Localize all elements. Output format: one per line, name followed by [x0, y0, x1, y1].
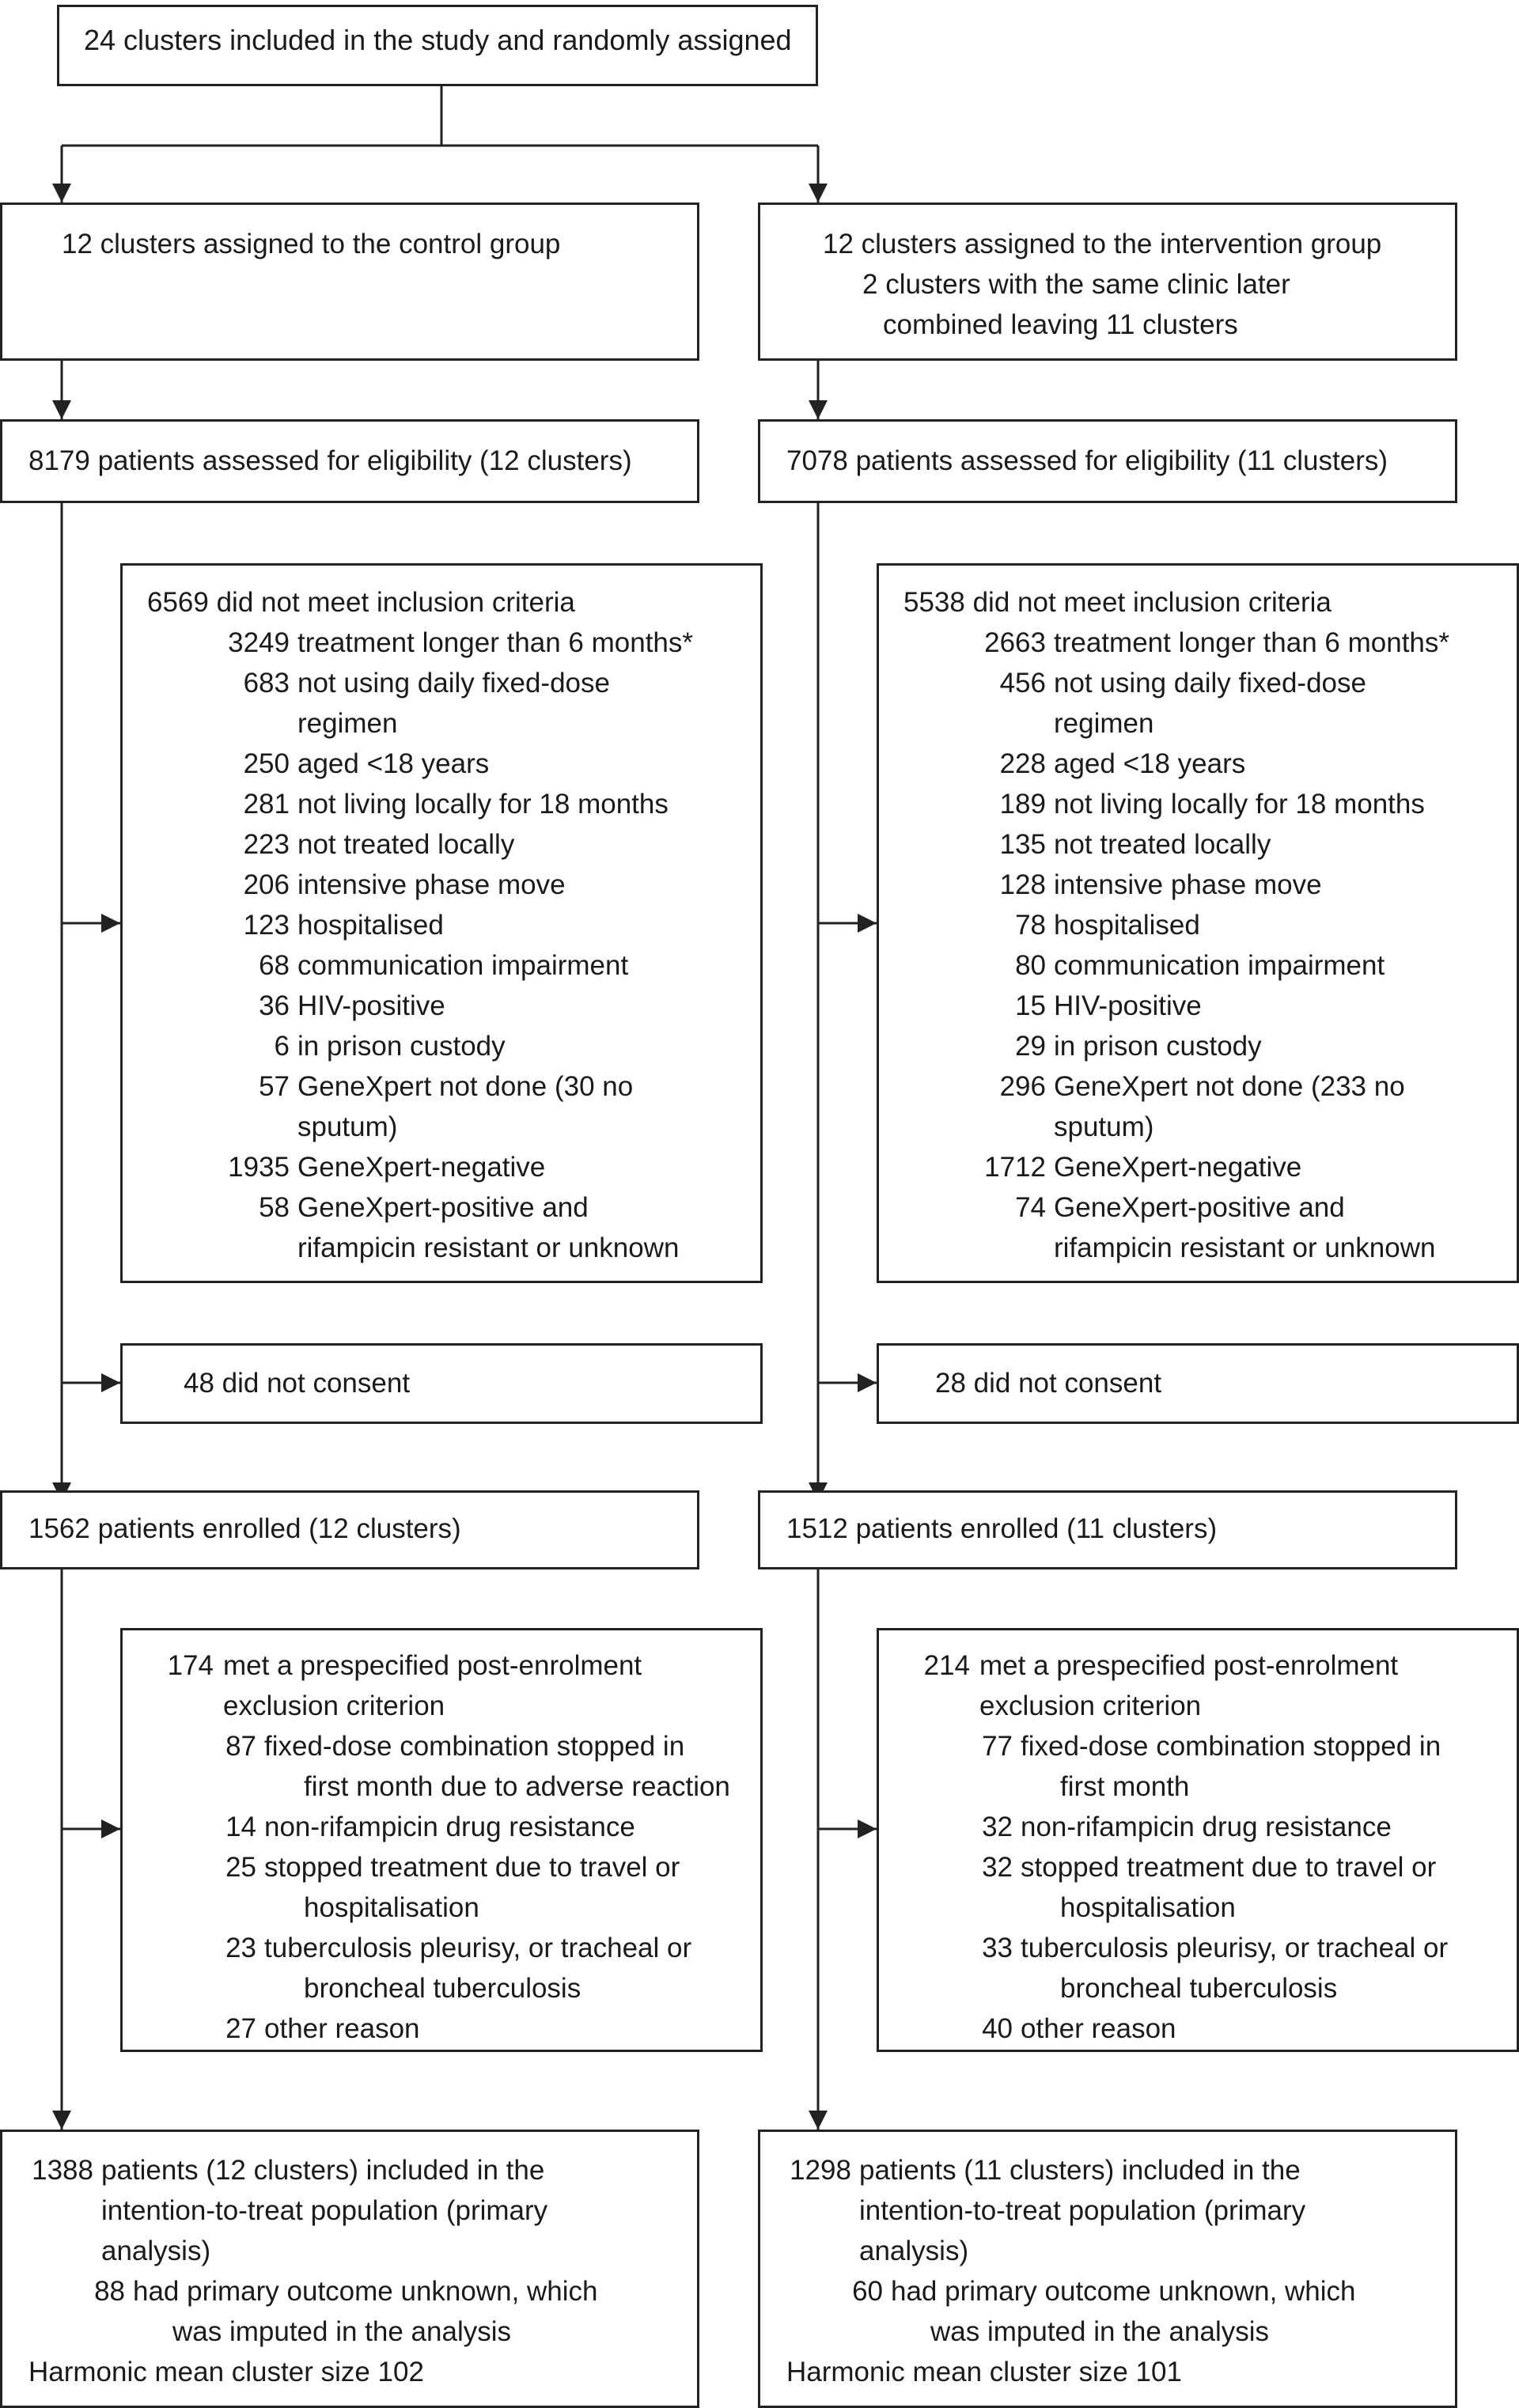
intervention-excluded-item-text: HIV-positive [1054, 990, 1202, 1021]
control-post-item-n: 25 [225, 1852, 256, 1883]
control-excluded-item-text: GeneXpert-negative [297, 1152, 546, 1183]
control-post-item-n: 23 [225, 1933, 256, 1963]
intervention-final-unknown-text: was imputed in the analysis [930, 2316, 1269, 2347]
control-excluded-item-n: 6 [274, 1031, 290, 1062]
control-excluded-item-n: 250 [243, 748, 290, 779]
intervention-post-item-text: hospitalisation [1060, 1892, 1236, 1923]
control-excluded-item-text: aged <18 years [297, 748, 490, 779]
intervention-final-header-text: patients (11 clusters) included in the [859, 2155, 1301, 2186]
control-excluded-item-n: 206 [243, 869, 290, 900]
control-excluded-item-n: 123 [243, 910, 290, 941]
control-post-item-text: fixed-dose combination stopped in [264, 1731, 685, 1762]
intervention-excluded-item-n: 15 [1015, 990, 1046, 1021]
control-excluded-item-n: 57 [259, 1071, 290, 1102]
intervention-post-header-n: 214 [923, 1650, 970, 1681]
control-excluded-item-n: 36 [259, 990, 290, 1021]
control-final-header-text: patients (12 clusters) included in the [101, 2155, 545, 2186]
control-final-header-n: 1388 [32, 2155, 93, 2186]
intervention-excluded-item-text: GeneXpert not done (233 no [1054, 1071, 1405, 1102]
control-excluded-header-text: did not meet inclusion criteria [216, 587, 575, 618]
control-post-item-n: 87 [225, 1731, 256, 1762]
intervention-excluded-item-n: 189 [999, 789, 1046, 820]
control-post-item-text: other reason [264, 2013, 420, 2044]
control-excluded-item-text: rifampicin resistant or unknown [297, 1232, 680, 1263]
intervention-excluded-item-n: 296 [999, 1071, 1046, 1102]
intervention-excluded-item-text: not living locally for 18 months [1054, 789, 1425, 820]
control-assigned-text: 12 clusters assigned to the control group [62, 229, 561, 259]
control-excluded-item-text: HIV-positive [297, 990, 445, 1021]
control-harmonic-text: Harmonic mean cluster size 102 [28, 2357, 424, 2387]
control-excluded-item-text: regimen [297, 708, 398, 739]
intervention-final-unknown-n: 60 [852, 2276, 883, 2307]
intervention-excluded-item-n: 29 [1015, 1031, 1046, 1062]
control-post-item-text: broncheal tuberculosis [304, 1973, 581, 2004]
control-post-header-text: exclusion criterion [223, 1691, 445, 1721]
control-final-header-text: intention-to-treat population (primary [101, 2195, 548, 2226]
control-excluded-item-text: not living locally for 18 months [297, 789, 669, 820]
control-assessed-text: 8179 patients assessed for eligibility (12 clusters) [28, 445, 632, 476]
control-post-header-text: met a prespecified post-enrolment [223, 1650, 642, 1681]
randomised-text: 24 clusters included in the study and randomly assigned [84, 24, 792, 56]
control-excluded-item-text: sputum) [297, 1111, 398, 1142]
control-final-unknown-text: had primary outcome unknown, which [133, 2276, 598, 2307]
intervention-excluded-header-text: did not meet inclusion criteria [972, 587, 1331, 618]
intervention-excluded-item-text: sputum) [1054, 1111, 1154, 1142]
control-excluded-item-text: not treated locally [297, 829, 515, 860]
control-excluded-header-n: 6569 [147, 587, 217, 618]
control-excluded-item-text: communication impairment [297, 950, 629, 981]
intervention-no-consent-text: 28 did not consent [935, 1368, 1162, 1399]
control-post-item-text: non-rifampicin drug resistance [264, 1812, 635, 1842]
control-excluded-list [147, 582, 575, 623]
intervention-harmonic-text: Harmonic mean cluster size 101 [786, 2357, 1182, 2387]
intervention-post-item-text: stopped treatment due to travel or [1021, 1852, 1437, 1883]
intervention-excluded-item-n: 2663 [984, 627, 1046, 658]
control-excluded-item-n: 1935 [228, 1152, 290, 1183]
intervention-final-unknown-text: had primary outcome unknown, which [891, 2276, 1356, 2307]
control-post-header-n: 174 [167, 1650, 214, 1681]
intervention-assessed-text: 7078 patients assessed for eligibility (11 clusters) [786, 445, 1388, 476]
intervention-excluded-item-n: 1712 [984, 1152, 1046, 1183]
intervention-excluded-item-n: 128 [999, 869, 1046, 900]
intervention-excluded-item-n: 78 [1015, 910, 1046, 941]
control-excluded-item-n: 223 [243, 829, 290, 860]
control-final-unknown-text: was imputed in the analysis [172, 2316, 511, 2347]
intervention-excluded-item-n: 228 [999, 748, 1046, 779]
control-excluded-item-text: hospitalised [297, 910, 444, 941]
intervention-post-header-text: exclusion criterion [979, 1691, 1202, 1721]
intervention-excluded-item-text: not using daily fixed-dose [1054, 668, 1366, 699]
intervention-excluded-item-text: hospitalised [1054, 910, 1200, 941]
intervention-post-item-n: 32 [982, 1852, 1013, 1883]
intervention-post-item-n: 77 [982, 1731, 1013, 1762]
intervention-excluded-item-text: regimen [1054, 708, 1154, 739]
intervention-post-item-n: 40 [982, 2013, 1013, 2044]
intervention-excluded-item-n: 135 [999, 829, 1046, 860]
control-final-header-text: analysis) [101, 2236, 211, 2266]
intervention-post-header-text: met a prespecified post-enrolment [979, 1650, 1399, 1681]
control-final-unknown-n: 88 [94, 2276, 125, 2307]
control-excluded-item-text: treatment longer than 6 months* [297, 627, 694, 658]
control-post-item-n: 27 [225, 2013, 256, 2044]
control-enrolled-text: 1562 patients enrolled (12 clusters) [28, 1513, 461, 1544]
control-no-consent-text: 48 did not consent [184, 1368, 411, 1399]
intervention-post-item-text: tuberculosis pleurisy, or tracheal or [1021, 1933, 1449, 1963]
intervention-excluded-item-text: treatment longer than 6 months* [1054, 627, 1450, 658]
intervention-combined-line-1: 2 clusters with the same clinic later [862, 269, 1290, 300]
control-excluded-item-n: 68 [259, 950, 290, 981]
intervention-post-item-text: non-rifampicin drug resistance [1021, 1812, 1392, 1842]
control-post-item-n: 14 [225, 1812, 256, 1842]
intervention-post-item-n: 32 [982, 1812, 1013, 1842]
intervention-excluded-item-n: 456 [999, 668, 1046, 699]
intervention-excluded-header-n: 5538 [903, 587, 973, 618]
intervention-excluded-item-text: in prison custody [1054, 1031, 1262, 1062]
control-excluded-item-n: 58 [259, 1192, 290, 1223]
intervention-final-header-n: 1298 [790, 2155, 851, 2186]
intervention-excluded-item-text: rifampicin resistant or unknown [1054, 1232, 1436, 1263]
intervention-excluded-item-text: aged <18 years [1054, 748, 1246, 779]
intervention-excluded-header [903, 582, 1331, 623]
control-post-item-text: stopped treatment due to travel or [264, 1852, 680, 1883]
control-excluded-item-text: intensive phase move [297, 869, 566, 900]
intervention-post-item-text: broncheal tuberculosis [1060, 1973, 1338, 2004]
intervention-post-item-text: fixed-dose combination stopped in [1021, 1731, 1441, 1762]
control-post-item-text: hospitalisation [304, 1892, 479, 1923]
intervention-post-item-text: first month [1060, 1771, 1190, 1802]
intervention-excluded-item-text: communication impairment [1054, 950, 1385, 981]
intervention-assigned-text: 12 clusters assigned to the intervention group [823, 229, 1382, 259]
intervention-excluded-list [903, 582, 1331, 623]
intervention-excluded-item-n: 80 [1015, 950, 1046, 981]
intervention-post-item-n: 33 [982, 1933, 1013, 1963]
intervention-final-header-text: analysis) [859, 2236, 969, 2266]
control-excluded-item-text: GeneXpert not done (30 no [297, 1071, 634, 1102]
control-excluded-item-n: 683 [243, 668, 290, 699]
intervention-excluded-item-text: not treated locally [1054, 829, 1271, 860]
control-post-item-text: first month due to adverse reaction [304, 1771, 730, 1802]
intervention-combined-line-2: combined leaving 11 clusters [883, 309, 1238, 340]
control-post-item-text: tuberculosis pleurisy, or tracheal or [264, 1933, 692, 1963]
control-excluded-item-n: 3249 [228, 627, 290, 658]
intervention-excluded-item-n: 74 [1015, 1192, 1046, 1223]
intervention-enrolled-text: 1512 patients enrolled (11 clusters) [786, 1513, 1218, 1544]
control-excluded-header [147, 582, 575, 623]
control-excluded-item-text: not using daily fixed-dose [297, 668, 610, 699]
control-excluded-item-text: in prison custody [297, 1031, 506, 1062]
intervention-post-item-text: other reason [1021, 2013, 1176, 2044]
intervention-excluded-item-text: intensive phase move [1054, 869, 1322, 900]
intervention-excluded-item-text: GeneXpert-positive and [1054, 1192, 1345, 1223]
control-excluded-item-n: 281 [243, 789, 290, 820]
intervention-excluded-item-text: GeneXpert-negative [1054, 1152, 1302, 1183]
intervention-final-header-text: intention-to-treat population (primary [859, 2195, 1306, 2226]
control-excluded-item-text: GeneXpert-positive and [297, 1192, 589, 1223]
